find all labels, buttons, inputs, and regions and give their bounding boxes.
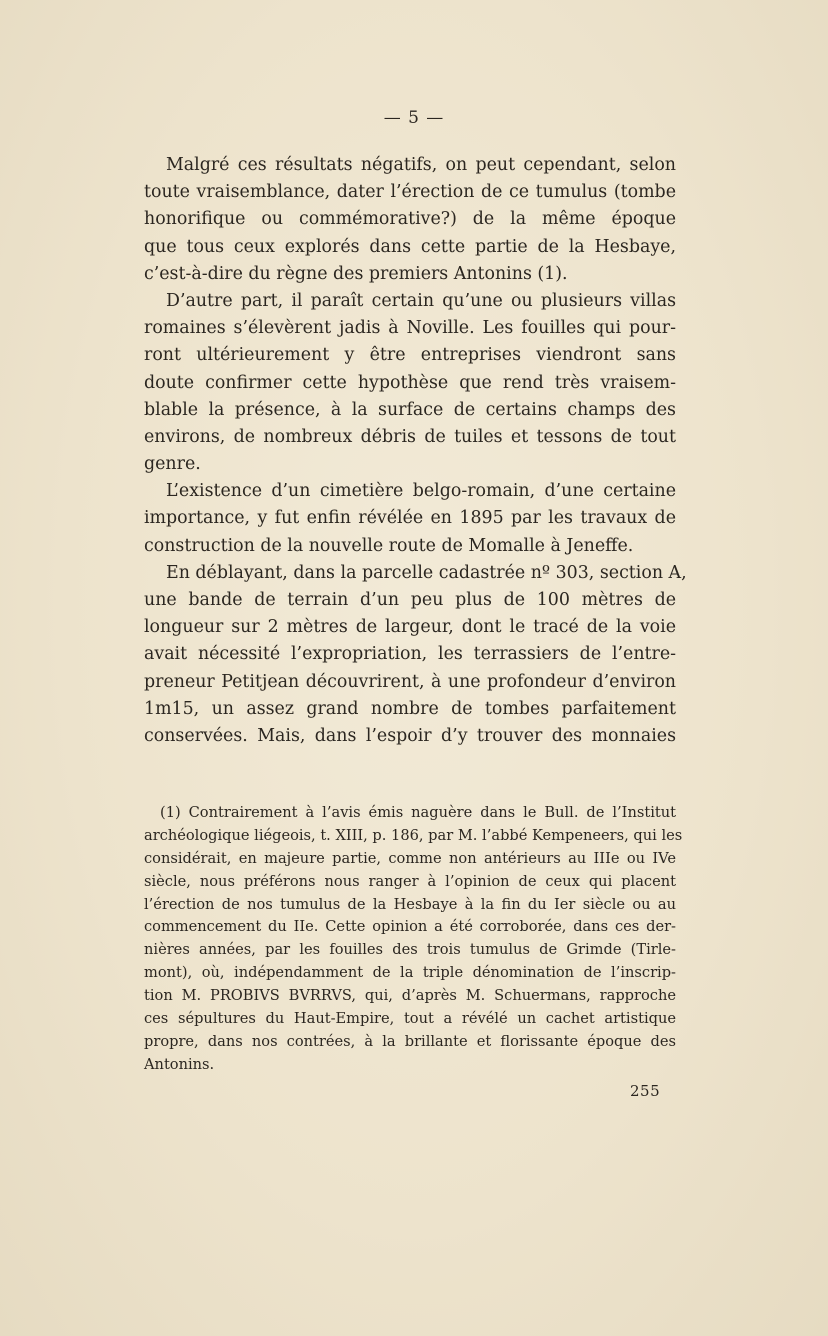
text-line: importance, y fut enfin révélée en 1895 par les travaux de (144, 508, 676, 529)
text-line: construction de la nouvelle route de Momalle à Jeneffe. (144, 535, 634, 556)
text-line: toute vraisemblance, dater l’érection de ce tumulus (tombe (144, 182, 676, 203)
footnote-line: commencement du IIe. Cette opinion a été corroborée, dans ces der- (144, 918, 676, 936)
text-line: que tous ceux explorés dans cette partie de la Hesbaye, (144, 236, 676, 257)
text-line: D’autre part, il paraît certain qu’une ou plusieurs villas (166, 290, 676, 311)
text-line: Malgré ces résultats négatifs, on peut cependant, selon (166, 155, 676, 175)
main-text (144, 152, 687, 750)
page-number: — 5 — (383, 108, 445, 128)
footnote-line: propre, dans nos contrées, à la brillante et florissante époque des (144, 1032, 676, 1050)
footnote-line: siècle, nous préférons nous ranger à l’opinion de ceux qui placent (144, 872, 676, 890)
text-line: romaines s’élevèrent jadis à Noville. Les fouilles qui pour- (144, 318, 676, 339)
text-line: blable la présence, à la surface de certains champs des (144, 399, 676, 420)
footnote-line: (1) Contrairement à l’avis émis naguère dans le Bull. de l’Institut (160, 804, 676, 821)
text-line: une bande de terrain d’un peu plus de 100 mètres de (144, 590, 676, 610)
footnote-line: mont), où, indépendamment de la triple dénomination de l’inscrip- (144, 964, 676, 982)
text-line: longueur sur 2 mètres de largeur, dont le tracé de la voie (144, 617, 676, 638)
footnote-line: ces sépultures du Haut-Empire, tout a révélé un cachet artistique (144, 1010, 676, 1028)
footnote-line: l’érection de nos tumulus de la Hesbaye à la fin du Ier siècle ou au (144, 895, 676, 913)
text-line: genre. (144, 454, 201, 475)
text-line: conservées. Mais, dans l’espoir d’y trouver des monnaies (144, 725, 676, 746)
footnote-line: archéologique liégeois, t. XIII, p. 186, par M. l’abbé Kempeneers, qui les (144, 826, 683, 844)
footnote-line: nières années, par les fouilles des trois tumulus de Grimde (Tirle- (144, 941, 676, 959)
text-line: environs, de nombreux débris de tuiles et tessons de tout (144, 426, 676, 447)
text-line: 1m15, un assez grand nombre de tombes parfaitement (144, 698, 676, 719)
text-line: avait nécessité l’expropriation, les terrassiers de l’entre- (144, 644, 676, 665)
signature-number: 255 (630, 1082, 661, 1100)
text-line: preneur Petitjean découvrirent, à une profondeur d’environ (144, 671, 676, 692)
text-line: ront ultérieurement y être entreprises viendront sans (144, 345, 676, 366)
footnote-line: considérait, en majeure partie, comme non antérieurs au IIIe ou IVe (144, 849, 676, 867)
text-line: honorifique ou commémorative?) de la même époque (144, 209, 676, 230)
footnote (144, 802, 683, 1077)
footnote-line: Antonins. (144, 1055, 215, 1073)
text-line: En déblayant, dans la parcelle cadastrée nº 303, section A, (166, 562, 687, 583)
footnote-line: tion M. PROBIVS BVRRVS, qui, d’après M. Schuermans, rapproche (144, 987, 676, 1005)
text-line: doute confirmer cette hypothèse que rend très vraisem- (144, 372, 676, 393)
text-line: c’est-à-dire du règne des premiers Antonins (1). (144, 263, 568, 284)
text-line: L’existence d’un cimetière belgo-romain, d’une certaine (166, 481, 676, 502)
